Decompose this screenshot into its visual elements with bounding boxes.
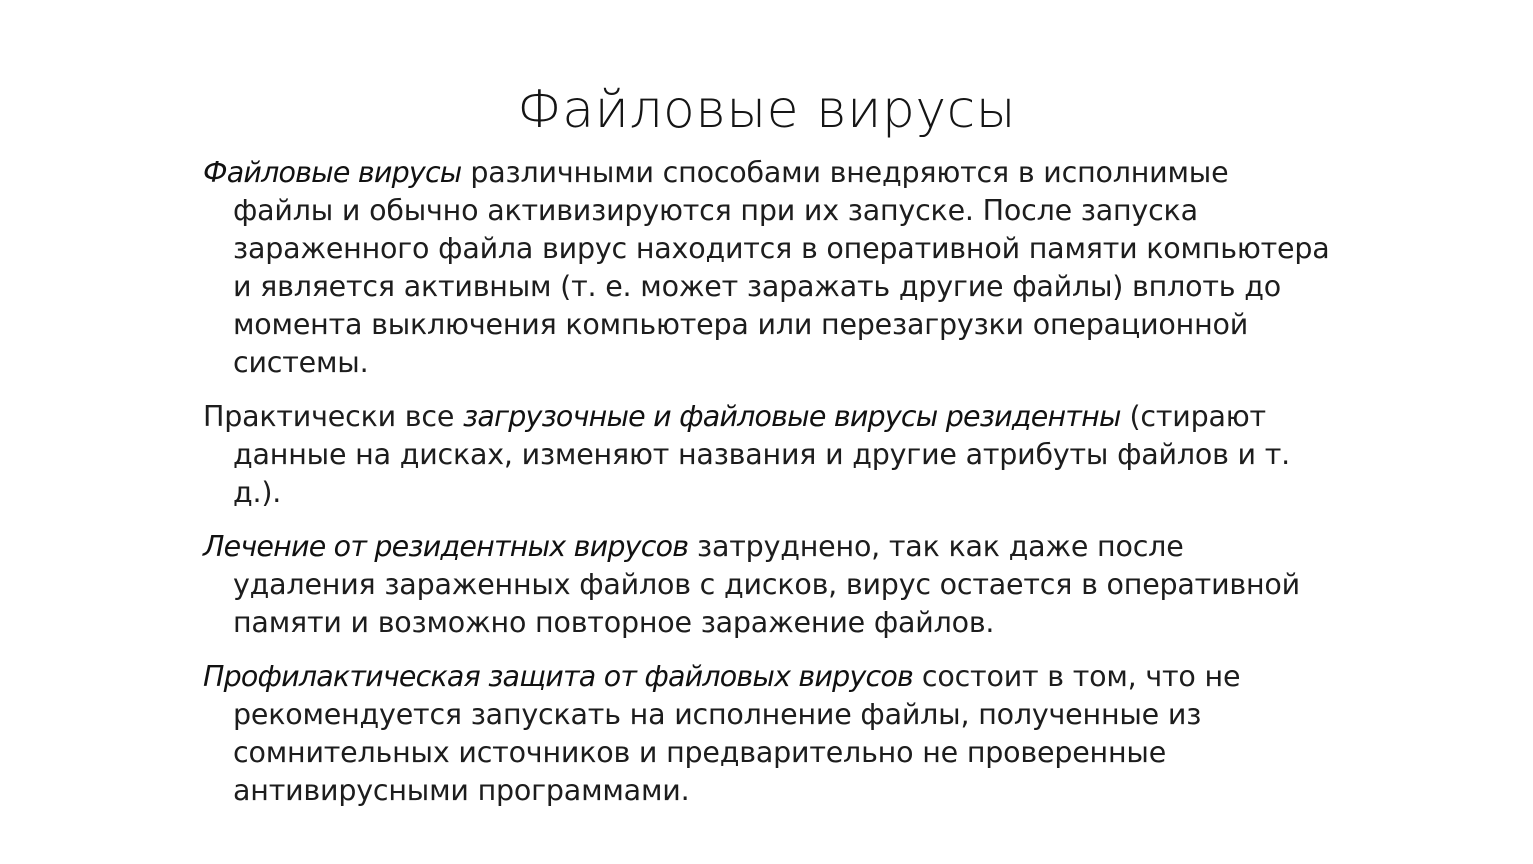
paragraph-prefix: Практически все: [203, 400, 464, 433]
slide-title: Файловые вирусы: [516, 80, 1017, 140]
paragraph-file-viruses: [203, 154, 1333, 382]
term-resident-viruses: загрузочные и файловые вирусы резидентны: [463, 400, 1121, 433]
paragraph-text: затруднено, так как даже после удаления зараженных файлов с дисков, вирус остается в оперативной памяти и возможно повторное заражение файлов.: [233, 530, 1300, 639]
paragraph-prevention: [203, 658, 1333, 810]
term-file-viruses: Файловые вирусы: [203, 156, 462, 189]
term-prevention: Профилактическая защита от файловых вирусов: [203, 660, 914, 693]
paragraph-text: различными способами внедряются в исполнимые файлы и обычно активизируются при их запуске. После запуска зараженного файла вирус находится в оперативной памяти компьютера и является активным (т. е. может заражать другие файлы) вплоть до момента выключения компьютера или перезагрузки операционной системы.: [233, 156, 1330, 379]
paragraph-suffix: (стирают данные на дисках, изменяют названия и другие атрибуты файлов и т. д.).: [233, 400, 1290, 509]
slide-body: [203, 154, 1333, 826]
paragraph-treatment: [203, 528, 1333, 642]
paragraph-resident-viruses: [203, 398, 1333, 512]
term-treatment: Лечение от резидентных вирусов: [203, 530, 689, 563]
paragraph-text: состоит в том, что не рекомендуется запускать на исполнение файлы, полученные из сомнительных источников и предварительно не проверенные антивирусными программами.: [233, 660, 1241, 807]
